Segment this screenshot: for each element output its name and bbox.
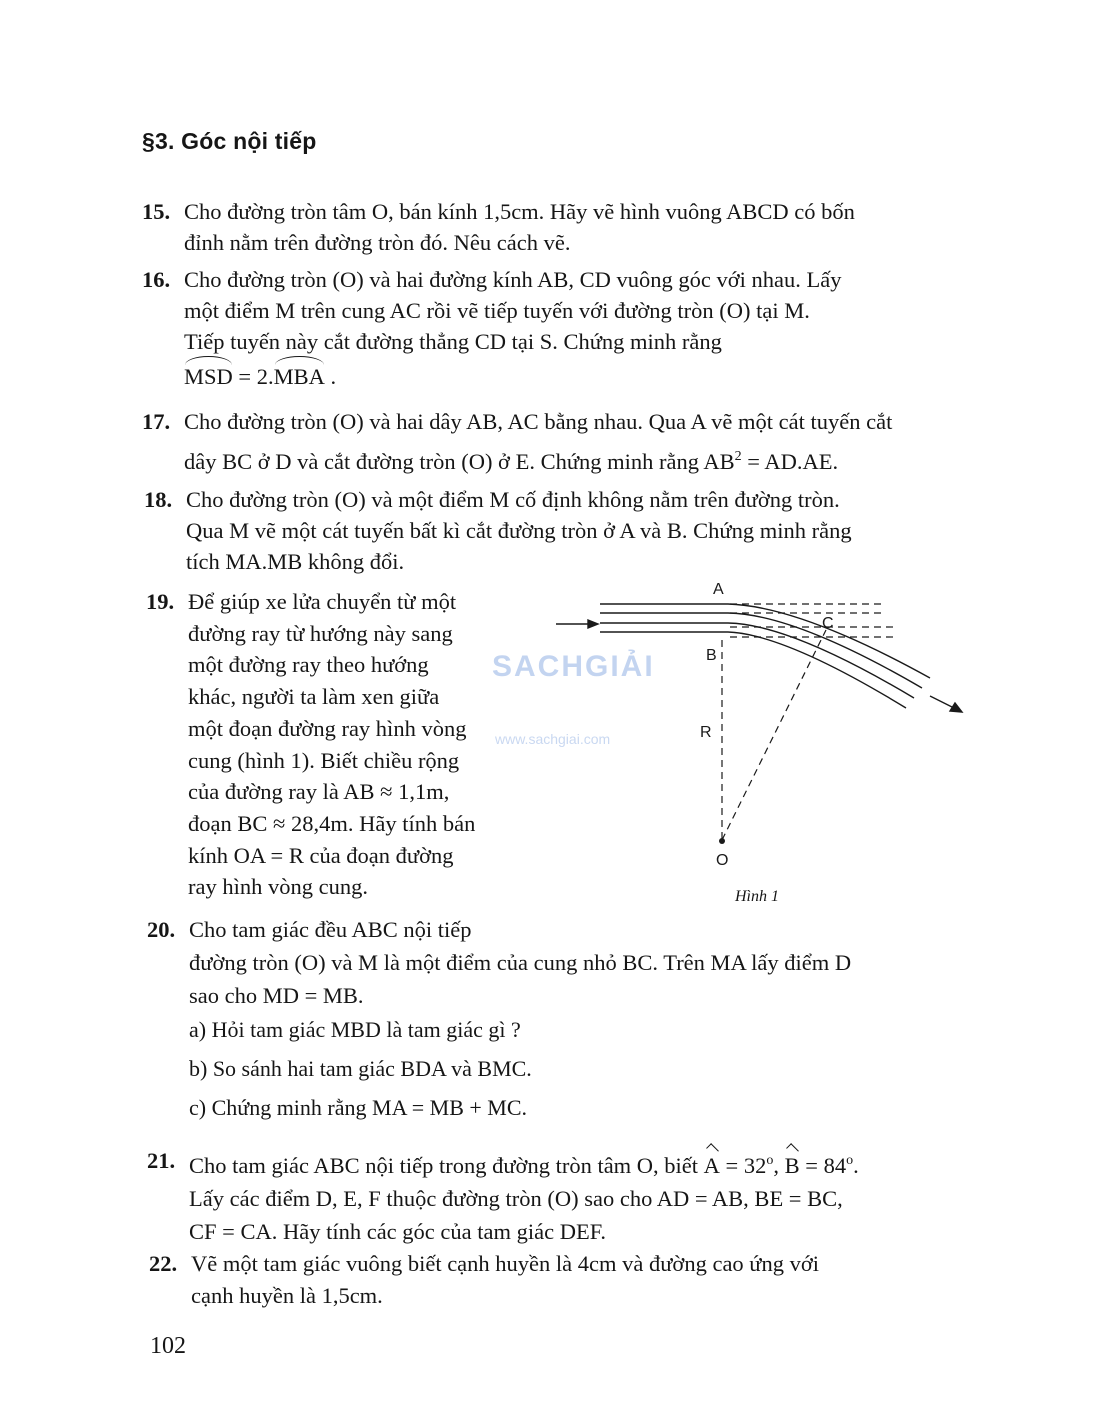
problem-text-line: CF = CA. Hãy tính các góc của tam giác DEF. (189, 1219, 607, 1244)
label-a: A (713, 581, 724, 598)
subquestion-a: a) Hỏi tam giác MBD là tam giác gì ? (189, 1017, 521, 1042)
point-o (719, 838, 725, 844)
problem-text-line: tích MA.MB không đổi. (186, 549, 405, 574)
problem-text-line: Qua M vẽ một cát tuyến bất kì cắt đường tròn ở A và B. Chứng minh rằng (186, 518, 852, 543)
degree-mark: o (846, 1153, 854, 1168)
problem-text-line: Để giúp xe lửa chuyển từ một (188, 589, 457, 614)
problem-text-line: cạnh huyền là 1,5cm. (191, 1283, 383, 1308)
formula-end: . (324, 364, 337, 389)
problem-22 (149, 1248, 981, 1312)
problem-text-line: đỉnh nằm trên đường tròn đó. Nêu cách vẽ. (184, 230, 571, 255)
label-r: R (700, 724, 712, 741)
text-segment: . (853, 1153, 859, 1178)
label-o: O (716, 852, 729, 869)
text-segment: = 84 (799, 1153, 847, 1178)
page-number: 102 (150, 1333, 186, 1359)
problem-21 (147, 1144, 981, 1248)
problem-text-line: ray hình vòng cung. (188, 874, 368, 900)
watermark-url: www.sachgiai.com (495, 731, 611, 747)
problem-text-line: Tiếp tuyến này cắt đường thẳng CD tại S. Chứng minh rằng (184, 329, 722, 354)
dashed-guides (722, 604, 897, 840)
problem-number: 19. (146, 589, 175, 614)
problem-number: 15. (142, 199, 171, 224)
incoming-arrow (556, 620, 598, 628)
problem-number: 18. (144, 487, 173, 512)
problem-number: 17. (142, 409, 171, 434)
figure-caption: Hình 1 (735, 888, 779, 905)
problem-text-line: một đoạn đường ray hình vòng (188, 715, 467, 741)
problem-text-line: một đường ray theo hướng (188, 652, 429, 678)
problem-number: 20. (147, 917, 176, 942)
problem-text-line: đường tròn (O) và M là một điểm của cung nhỏ BC. Trên MA lấy điểm D (189, 950, 852, 975)
problem-text-line: khác, người ta làm xen giữa (188, 684, 440, 710)
problem-text-line: Lấy các điểm D, E, F thuộc đường tròn (O) sao cho AD = AB, BE = BC, (189, 1186, 843, 1211)
arc-msd: MSD (184, 361, 233, 392)
text-segment: dây BC ở D và cắt đường tròn (O) ở E. Chứng minh rằng AB (184, 449, 735, 474)
problem-number: 21. (147, 1148, 176, 1173)
problem-text-line: Cho đường tròn (O) và hai đường kính AB, CD vuông góc với nhau. Lấy (184, 267, 842, 292)
problem-text-line: Cho đường tròn (O) và hai dây AB, AC bằng nhau. Qua A vẽ một cát tuyến cắt (184, 409, 893, 434)
section-title: §3. Góc nội tiếp (142, 128, 317, 154)
problem-text-line (189, 1144, 981, 1182)
problem-text-line: kính OA = R của đoạn đường (188, 842, 454, 868)
problem-text-line: Cho đường tròn (O) và một điểm M cố định không nằm trên đường tròn. (186, 487, 840, 512)
label-c: C (822, 615, 834, 632)
angle-b: B (785, 1149, 800, 1182)
superscript: 2 (734, 449, 742, 464)
problem-text-line: Vẽ một tam giác vuông biết cạnh huyền là 4cm và đường cao ứng với (191, 1251, 820, 1276)
subquestion-c: c) Chứng minh rằng MA = MB + MC. (189, 1095, 528, 1120)
label-b: B (706, 647, 717, 664)
outgoing-arrow (930, 696, 962, 712)
arc-mba: MBA (274, 361, 325, 392)
formula-mid: = 2. (232, 364, 274, 389)
text-segment: , (773, 1153, 785, 1178)
text-segment: = 32 (719, 1153, 767, 1178)
problem-text-line: đường ray từ hướng này sang (188, 620, 453, 646)
problem-20 (147, 913, 981, 1012)
text-segment: = AD.AE. (741, 449, 839, 474)
problem-text-line: một điểm M trên cung AC rồi vẽ tiếp tuyến với đường tròn (O) tại M. (184, 298, 810, 323)
problem-text-line: của đường ray là AB ≈ 1,1m, (188, 779, 450, 805)
straight-tracks (600, 604, 728, 632)
problem-text-line: Cho tam giác đều ABC nội tiếp (189, 917, 472, 942)
problem-text-line: đoạn BC ≈ 28,4m. Hãy tính bán (188, 810, 476, 836)
subquestion-b: b) So sánh hai tam giác BDA và BMC. (189, 1056, 532, 1081)
degree-mark: o (766, 1153, 774, 1168)
problem-text-line: Cho đường tròn tâm O, bán kính 1,5cm. Hãy vẽ hình vuông ABCD có bốn (184, 199, 855, 224)
problem-text-line: cung (hình 1). Biết chiều rộng (188, 747, 460, 773)
problem-text-line: sao cho MD = MB. (189, 983, 364, 1008)
text-segment: Cho tam giác ABC nội tiếp trong đường tròn tâm O, biết (189, 1153, 704, 1178)
problem-number: 16. (142, 267, 171, 292)
problem-number: 22. (149, 1251, 178, 1276)
watermark-logo: SACHGIẢI (492, 650, 655, 683)
angle-a: A (704, 1149, 720, 1182)
